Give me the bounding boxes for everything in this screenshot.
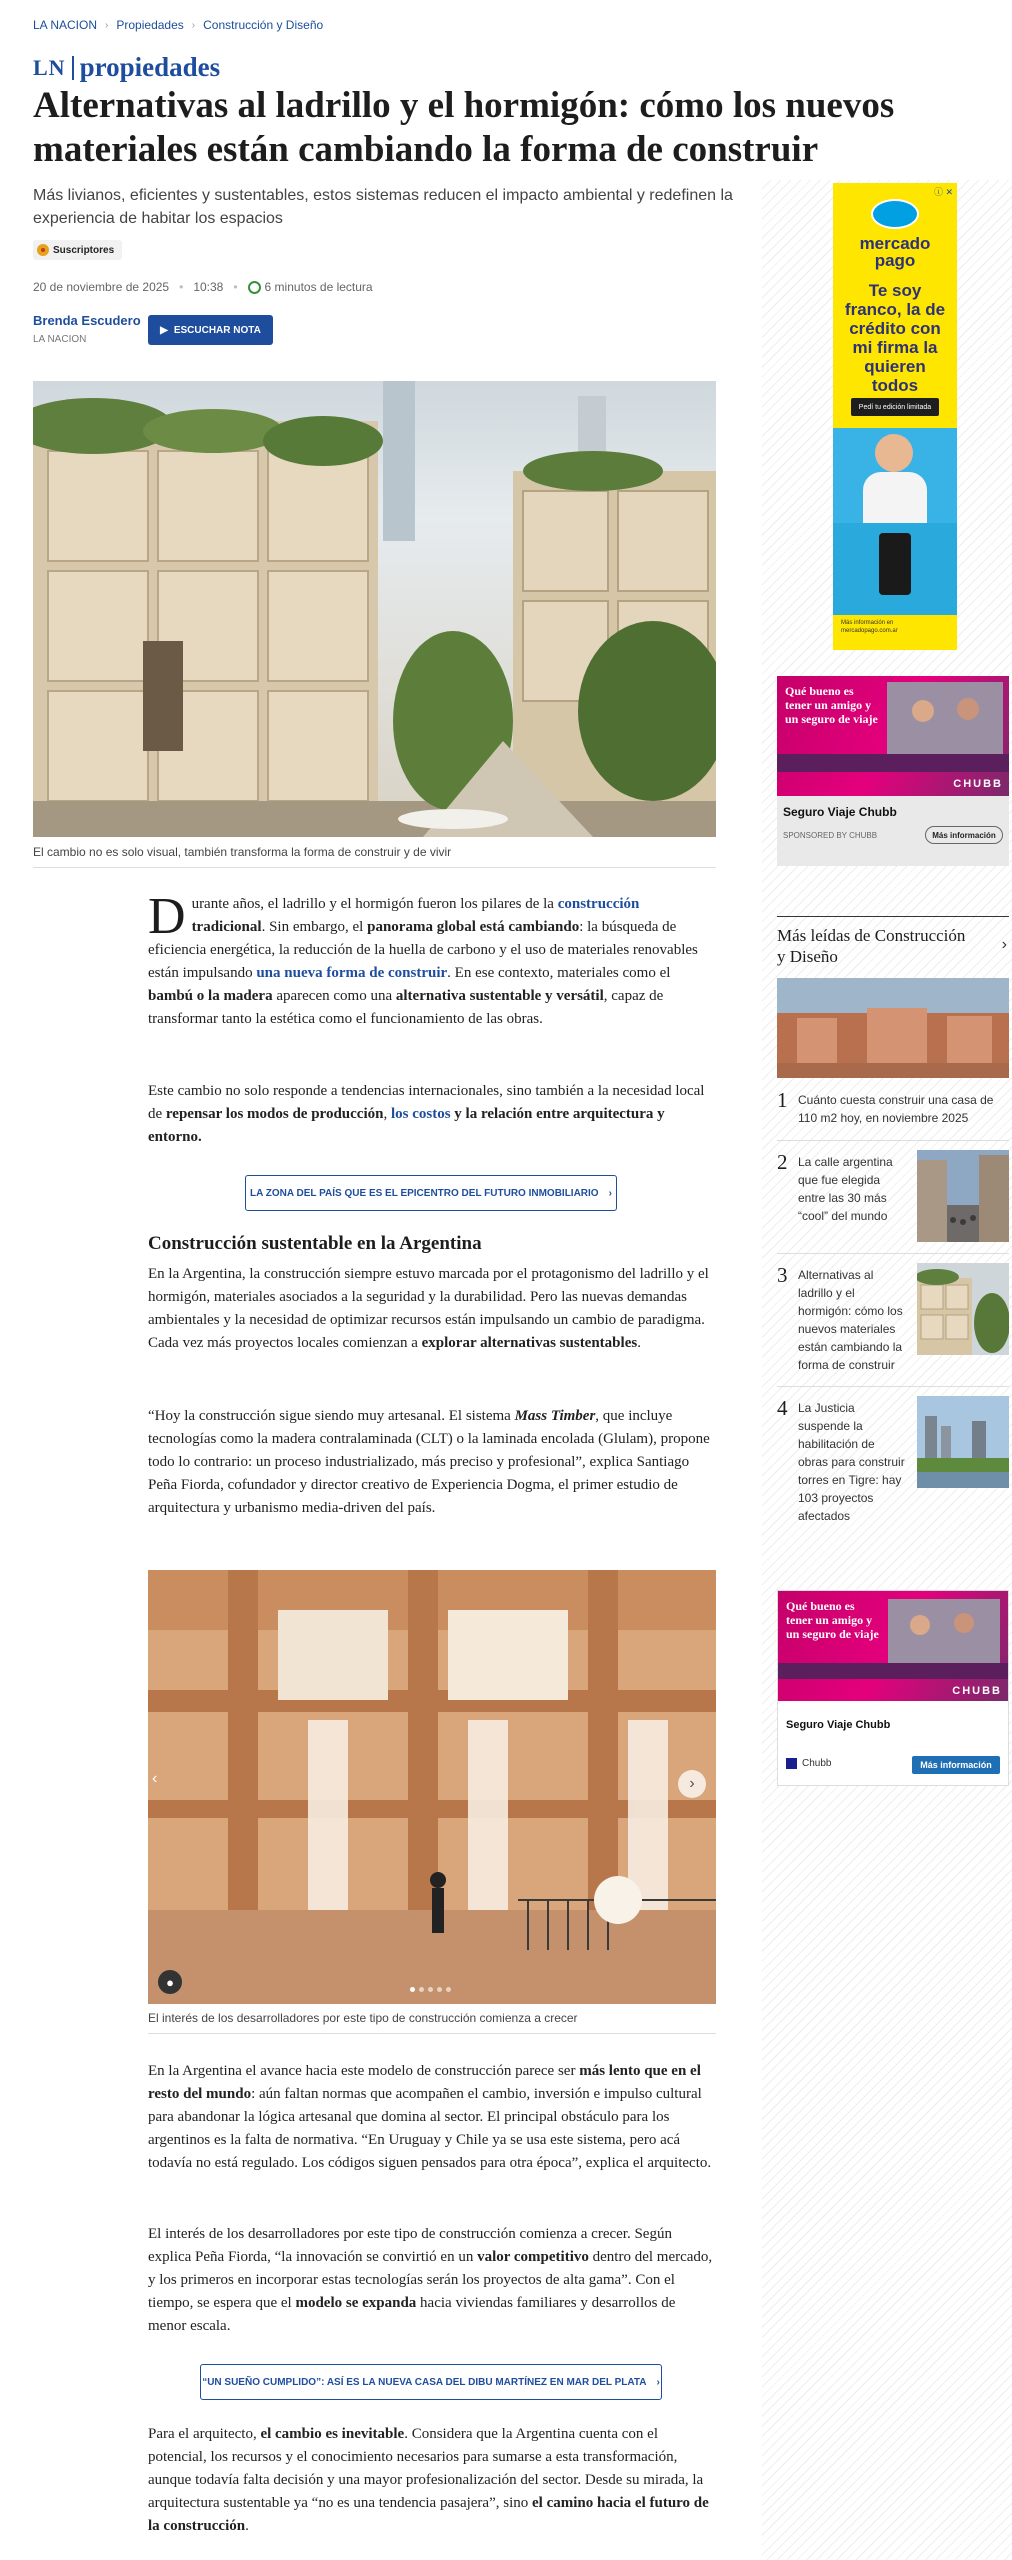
chubb-footer: [777, 796, 1009, 866]
chubb-banner: [777, 676, 1009, 796]
paragraph-6: [148, 2223, 716, 2338]
p6-text: hacia viviendas familiares y desarrollos de menor escala.: [148, 2295, 676, 2334]
listen-label: ESCUCHAR NOTA: [173, 324, 261, 336]
breadcrumb-home[interactable]: LA NACION: [33, 18, 98, 32]
chubb-photo: [887, 682, 1003, 754]
p4-text: “Hoy la construcción sigue siendo muy artesanal. El sistema: [148, 1408, 515, 1424]
hero-caption: El cambio no es solo visual, también transforma la forma de construir y de vivir: [33, 845, 452, 859]
mp-cta[interactable]: Pedí tu edición limitada: [851, 398, 939, 416]
most-read-top-rule: [777, 916, 1009, 917]
most-read-number: 1: [777, 1088, 788, 1112]
ln-logo: LN: [33, 54, 66, 80]
p3-text: .: [637, 1335, 641, 1351]
most-read-headline: La calle argentina que fue elegida entre las 30 más “cool” del mundo: [798, 1155, 893, 1223]
most-read-thumbnail: [917, 1396, 1009, 1488]
most-read-divider: [777, 1386, 1009, 1387]
chubb-cta-button[interactable]: Más información: [912, 1756, 1000, 1774]
play-icon: ▶: [160, 324, 168, 336]
paragraph-4: [148, 1405, 716, 1520]
dropcap: D: [148, 888, 186, 945]
most-read-item[interactable]: [777, 1263, 1009, 1378]
paragraph-3: [148, 1263, 716, 1355]
chubb-logo: CHUBB: [952, 1685, 1002, 1697]
p6-bold: modelo se expanda: [295, 2295, 417, 2311]
most-read-widget: [777, 916, 1009, 1523]
publish-time: 10:38: [193, 280, 224, 294]
subscriber-icon: [37, 244, 49, 256]
breadcrumb-separator-icon: ›: [191, 19, 196, 31]
hero-illustration: [33, 381, 716, 837]
paragraph-2: [148, 1080, 716, 1149]
p1-text: aparecen como una: [272, 988, 396, 1004]
chubb-features: [777, 754, 1009, 772]
brand-divider: [72, 56, 74, 80]
most-read-title[interactable]: Más leídas de Construcción y Diseño: [777, 926, 966, 966]
chubb-photo: [888, 1599, 1000, 1663]
meta-separator: •: [233, 280, 238, 294]
section-heading: Construcción sustentable en la Argentina: [148, 1233, 482, 1254]
paragraph-5: [148, 2060, 716, 2175]
breadcrumb: [33, 18, 323, 32]
related-link-dibu[interactable]: [200, 2364, 662, 2400]
p3-bold: explorar alternativas sustentables: [421, 1335, 638, 1351]
badge-label: Suscriptores: [53, 244, 115, 256]
p3-text: En la Argentina, la construcción siempre estuvo marcada por el protagonismo del ladrillo y el hormigón, materiales asociados a la seguridad y la durabilidad. Pero las nuevas demandas ambientales y la necesidad de optimizar recursos están impulsando un cambio de paradigma. Cada vez más proyectos locales comienzan a: [148, 1266, 709, 1351]
adchoices-icon[interactable]: ⓘ ✕: [933, 187, 953, 197]
p1-bold: panorama global está cambiando: [367, 919, 580, 935]
subscribers-badge: [33, 240, 122, 260]
p1-text: urante años, el ladrillo y el hormigón fueron los pilares de la: [191, 896, 558, 912]
p7-text: . Considera que la Argentina cuenta con el potencial, los recursos y el conocimiento necesarios para sumarse a esta transformación, aunque todavía falta decisión y una mayor profesionalización del sector. Desde su mirada, la arquitectura sustentable ya “no es una tendencia pasajera”, sino: [148, 2426, 704, 2511]
p7-text: Para el arquitecto,: [148, 2426, 261, 2442]
ad-chubb[interactable]: [777, 676, 1009, 866]
hero-image: [33, 381, 716, 837]
p6-text: dentro del mercado, y los primeros en incorporar estas tecnologías serán los proyectos de alta gama”. Con el tiempo, se espera que el: [148, 2249, 713, 2311]
p2-bold: repensar los modos de producción: [165, 1106, 384, 1122]
building-thumbnail-illustration: [917, 1263, 1009, 1355]
p1-bold: bambú o la madera: [148, 988, 273, 1004]
p1-text: , capaz de transformar tanto la estética como el funcionamiento de las obras.: [148, 988, 664, 1027]
p7-bold: el cambio es inevitable: [260, 2426, 405, 2442]
related-link-zona[interactable]: [245, 1175, 617, 1211]
user-icon[interactable]: ●: [158, 1970, 182, 1994]
ad-chubb-secondary[interactable]: [777, 1590, 1009, 1786]
mp-headline: Te soy franco, la de crédito con mi firma la quieren todos: [844, 281, 946, 395]
paragraph-1: [148, 888, 716, 1031]
p1-bold: tradicional: [191, 919, 262, 935]
listen-button[interactable]: [148, 315, 273, 345]
handshake-icon: [871, 199, 919, 229]
article-title: Alternativas al ladrillo y el hormigón: cómo los nuevos materiales están cambiando la forma de construir: [33, 85, 895, 170]
gallery-illustration: [148, 1570, 716, 2004]
breadcrumb-subsection[interactable]: Construcción y Diseño: [203, 18, 324, 32]
p5-text: : aún faltan normas que acompañen el cambio, inversión e impulso cultural para abandonar la lógica artesanal que domina al sector. El principal obstáculo para los argentinos es la falta de normativa. “En Uruguay y Chile ya se usa este sistema, pero acá todavía no está regulado. Los códigos siguen pensados para otra época”, explica el arquitecto.: [148, 2086, 712, 2171]
p5-bold: más lento que en el resto del mundo: [148, 2063, 701, 2102]
lead-image-illustration: [777, 978, 1009, 1078]
reading-time-icon: [248, 281, 261, 294]
photo-gallery[interactable]: [148, 1570, 716, 2004]
towers-thumbnail-illustration: [917, 1396, 1009, 1488]
mp-brand-line1: mercado: [859, 234, 931, 253]
mp-brand: [833, 235, 957, 269]
most-read-item[interactable]: [777, 1088, 1009, 1143]
p6-text: El interés de los desarrolladores por este tipo de construcción comienza a crecer. Según explica Peña Fiorda, “la innovación se convirtió en un: [148, 2226, 672, 2265]
most-read-item[interactable]: [777, 1150, 1009, 1245]
mp-brand-line2: pago: [874, 251, 916, 270]
most-read-number: 2: [777, 1150, 788, 1174]
most-read-headline: La Justicia suspende la habilitación de obras para construir torres en Tigre: hay 103 proyectos afectados: [798, 1401, 905, 1523]
paragraph-7: [148, 2423, 716, 2538]
chubb-title[interactable]: Seguro Viaje Chubb: [783, 805, 897, 819]
article-meta: [33, 280, 373, 294]
p7-text: .: [245, 2518, 249, 2534]
p1-bold: alternativa sustentable y versátil: [395, 988, 604, 1004]
p2-text: ,: [383, 1106, 391, 1122]
most-read-divider: [777, 1253, 1009, 1254]
chubb-cta-button[interactable]: Más información: [925, 826, 1003, 844]
gallery-caption: El interés de los desarrolladores por este tipo de construcción comienza a crecer: [148, 2011, 578, 2025]
p4-italic: Mass Timber: [514, 1408, 596, 1424]
chubb-banner: [778, 1591, 1008, 1701]
gallery-prev-icon[interactable]: ‹: [152, 1770, 158, 1787]
chubb-square-icon: [786, 1758, 797, 1769]
caption-divider: [148, 2033, 716, 2034]
mp-person-photo: [833, 428, 957, 523]
caption-divider: [33, 867, 716, 868]
link-construccion[interactable]: construcción: [557, 896, 640, 912]
chubb-headline: Qué bueno es tener un amigo y un seguro de viaje: [786, 1599, 879, 1641]
mp-card-photo: [833, 523, 957, 615]
chubb-logo: CHUBB: [953, 778, 1003, 790]
section-brand[interactable]: [33, 52, 220, 83]
article-subtitle: Más livianos, eficientes y sustentables, estos sistemas reducen el impacto ambiental y redefinen la experiencia de habitar los espacios: [33, 187, 733, 227]
meta-separator: •: [179, 280, 184, 294]
p4-text: , que incluye tecnologías como la madera contralaminada (CLT) o la laminada encolada (Glulam), propone todo lo contrario: un proceso industrializado, más preciso y profesional”, explica Santiago Peña Fiorda, cofundador y director creativo de Experiencia Dogma, el primer estudio de arquitectura y urbanismo media-driven del país.: [148, 1408, 710, 1516]
chubb-sponsor-row: [786, 1758, 831, 1769]
chubb-features: [778, 1663, 1008, 1679]
p1-text: : la búsqueda de eficiencia energética, la reducción de la huella de carbono y el uso de materiales renovables están impulsando: [148, 919, 698, 981]
gallery-dots: [410, 1987, 451, 1992]
publish-date: 20 de noviembre de 2025: [33, 280, 170, 294]
most-read-headline: Alternativas al ladrillo y el hormigón: cómo los nuevos materiales están cambiando la forma de construir: [798, 1268, 903, 1372]
chubb-title[interactable]: Seguro Viaje Chubb: [786, 1719, 891, 1731]
chevron-right-icon: ›: [656, 2376, 660, 2388]
chevron-right-icon: ›: [608, 1187, 612, 1199]
p7-bold: el camino hacia el futuro de la construcción: [148, 2495, 709, 2534]
mp-fine-print: Más información en mercadopago.com.ar: [841, 620, 898, 634]
most-read-headline: Cuánto cuesta construir una casa de 110 m2 hoy, en noviembre 2025: [798, 1093, 994, 1125]
most-read-divider: [777, 1140, 1009, 1141]
p1-text: . Sin embargo, el: [261, 919, 368, 935]
link-costos[interactable]: los costos: [390, 1106, 451, 1122]
most-read-item[interactable]: [777, 1396, 1009, 1546]
most-read-number: 3: [777, 1263, 788, 1287]
chubb-sponsor: Chubb: [802, 1758, 832, 1769]
breadcrumb-section[interactable]: Propiedades: [116, 18, 184, 32]
p5-text: En la Argentina el avance hacia este modelo de construcción parece ser: [148, 2063, 580, 2079]
p2-bold: y la relación entre arquitectura y entorno.: [148, 1106, 665, 1145]
related-label: “UN SUEÑO CUMPLIDO”: ASÍ ES LA NUEVA CASA DEL DIBU MARTÍNEZ EN MAR DEL PLATA: [202, 2376, 647, 2388]
reading-time: 6 minutos de lectura: [264, 280, 373, 294]
most-read-number: 4: [777, 1396, 788, 1420]
chubb-headline: Qué bueno es tener un amigo y un seguro de viaje: [785, 684, 878, 726]
most-read-thumbnail: [917, 1150, 1009, 1242]
chevron-right-icon[interactable]: ›: [1001, 936, 1007, 953]
link-nueva-forma[interactable]: una nueva forma de construir: [256, 965, 448, 981]
author-org: LA NACION: [33, 334, 87, 345]
chubb-sponsor: SPONSORED BY CHUBB: [783, 831, 878, 840]
p6-bold: valor competitivo: [477, 2249, 589, 2265]
author-name[interactable]: Brenda Escudero: [33, 313, 141, 328]
p1-text: . En ese contexto, materiales como el: [447, 965, 671, 981]
breadcrumb-separator-icon: ›: [105, 19, 109, 31]
related-label: LA ZONA DEL PAÍS QUE ES EL EPICENTRO DEL FUTURO INMOBILIARIO: [250, 1187, 599, 1199]
street-thumbnail-illustration: [917, 1150, 1009, 1242]
ad-mercadopago[interactable]: [833, 183, 957, 650]
most-read-thumbnail: [917, 1263, 1009, 1355]
p2-text: Este cambio no solo responde a tendencias internacionales, sino también a la necesidad local de: [148, 1083, 705, 1122]
most-read-lead-image[interactable]: [777, 978, 1009, 1078]
gallery-next-icon[interactable]: ›: [678, 1770, 706, 1798]
section-name: propiedades: [79, 52, 221, 82]
